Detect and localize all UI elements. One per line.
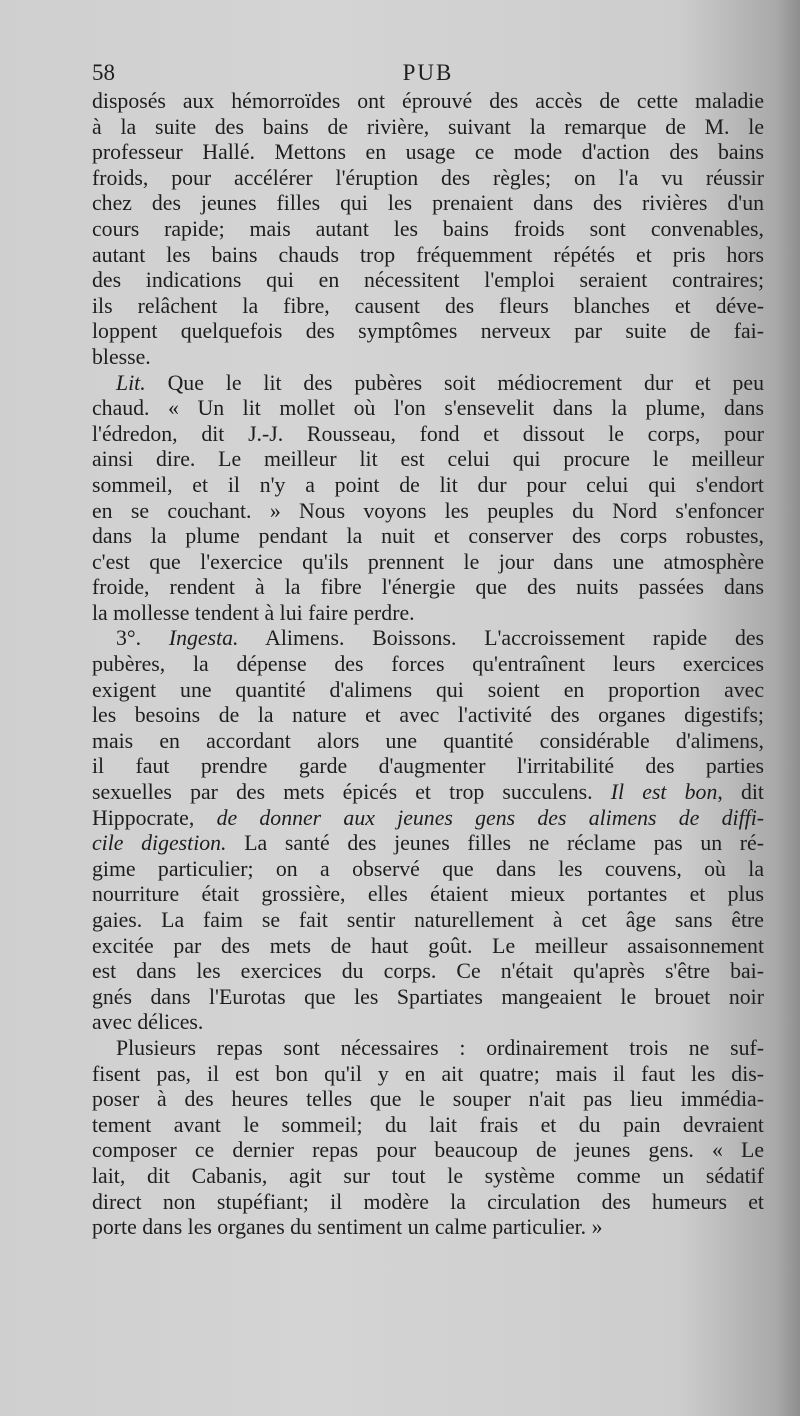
text-line: froids, pour accélérer l'éruption des règles; on l'a vu réussir bbox=[92, 165, 764, 190]
text-line: gime particulier; on a observé que dans les couvens, où la bbox=[92, 856, 764, 881]
text-line: professeur Hallé. Mettons en usage ce mode d'action des bains bbox=[92, 140, 764, 165]
text-line: cours rapide; mais autant les bains froids sont convenables, bbox=[92, 216, 764, 241]
text-line: exigent une quantité d'alimens qui soient en proportion avec bbox=[92, 677, 764, 702]
text-line: gnés dans l'Eurotas que les Spartiates mangeaient le brouet noir bbox=[92, 984, 764, 1009]
text-line: des indications qui en nécessitent l'emploi seraient contraires; bbox=[92, 268, 764, 293]
text-line: est dans les exercices du corps. Ce n'était qu'après s'être bai- bbox=[92, 959, 764, 984]
text-line: la mollesse tendent à lui faire perdre. bbox=[92, 600, 415, 625]
text-line: en se couchant. » Nous voyons les peuples du Nord s'enfoncer bbox=[92, 498, 764, 523]
text-line: pubères, la dépense des forces qu'entraînent leurs exercices bbox=[92, 652, 764, 677]
text-line: chaud. « Un lit mollet où l'on s'ensevelit dans la plume, dans bbox=[92, 396, 764, 421]
text-line: direct non stupéfiant; il modère la circulation des humeurs et bbox=[92, 1189, 764, 1214]
text-line: excitée par des mets de haut goût. Le meilleur assaisonnement bbox=[92, 933, 764, 958]
text-line: c'est que l'exercice qu'ils prennent le jour dans une atmosphère bbox=[92, 549, 764, 574]
text-line: sexuelles par des mets épicés et trop succulens. Il est bon, dit bbox=[92, 780, 764, 805]
text-line: Plusieurs repas sont nécessaires : ordinairement trois ne suf- bbox=[116, 1035, 764, 1060]
text-line: Lit. Que le lit des pubères soit médiocrement dur et peu bbox=[116, 370, 764, 395]
text-line: sommeil, et il n'y a point de lit dur pour celui qui s'endort bbox=[92, 472, 764, 497]
text-line: cile digestion. La santé des jeunes filles ne réclame pas un ré- bbox=[92, 831, 764, 856]
text-line: les besoins de la nature et avec l'activité des organes digestifs; bbox=[92, 703, 764, 728]
running-head: PUB bbox=[402, 60, 454, 85]
text-line: poser à des heures telles que le souper n'ait pas lieu immédia- bbox=[92, 1087, 764, 1112]
text-line: fisent pas, il est bon qu'il y en ait quatre; mais il faut les dis- bbox=[92, 1061, 764, 1086]
page-number: 58 bbox=[92, 60, 115, 85]
text-line: froide, rendent à la fibre l'énergie que des nuits passées dans bbox=[92, 575, 764, 600]
text-line: mais en accordant alors une quantité considérable d'alimens, bbox=[92, 728, 764, 753]
text-line: chez des jeunes filles qui les prenaient dans des rivières d'un bbox=[92, 191, 764, 216]
text-line: à la suite des bains de rivière, suivant la remarque de M. le bbox=[92, 114, 764, 139]
text-line: Hippocrate, de donner aux jeunes gens des alimens de diffi- bbox=[92, 805, 765, 830]
text-line: 3°. Ingesta. Alimens. Boissons. L'accroissement rapide des bbox=[116, 626, 765, 651]
text-line: ils relâchent la fibre, causent des fleurs blanches et déve- bbox=[92, 293, 764, 318]
text-line: lait, dit Cabanis, agit sur tout le système comme un sédatif bbox=[92, 1163, 764, 1188]
text-line: blesse. bbox=[92, 344, 151, 369]
text-line: gaies. La faim se fait sentir naturellement à cet âge sans être bbox=[92, 908, 764, 932]
text-line: tement avant le sommeil; du lait frais et du pain devraient bbox=[92, 1112, 764, 1137]
text-line: nourriture était grossière, elles étaient mieux portantes et plus bbox=[92, 882, 764, 907]
text-line: dans la plume pendant la nuit et conserver des corps robustes, bbox=[92, 524, 764, 549]
text-line: autant les bains chauds trop fréquemment répétés et pris hors bbox=[92, 242, 764, 267]
text-line: ainsi dire. Le meilleur lit est celui qui procure le meilleur bbox=[92, 447, 764, 472]
text-line: composer ce dernier repas pour beaucoup de jeunes gens. « Le bbox=[92, 1138, 764, 1163]
text-line: disposés aux hémorroïdes ont éprouvé des accès de cette maladie bbox=[92, 89, 764, 113]
text-line: l'édredon, dit J.-J. Rousseau, fond et dissout le corps, pour bbox=[92, 421, 764, 446]
body-text bbox=[92, 89, 764, 1241]
text-line: porte dans les organes du sentiment un calme particulier. » bbox=[92, 1215, 603, 1240]
text-line: avec délices. bbox=[92, 1010, 204, 1035]
page-header bbox=[92, 60, 764, 90]
text-line: loppent quelquefois des symptômes nerveux par suite de fai- bbox=[92, 319, 764, 344]
text-line: il faut prendre garde d'augmenter l'irritabilité des parties bbox=[92, 754, 764, 779]
